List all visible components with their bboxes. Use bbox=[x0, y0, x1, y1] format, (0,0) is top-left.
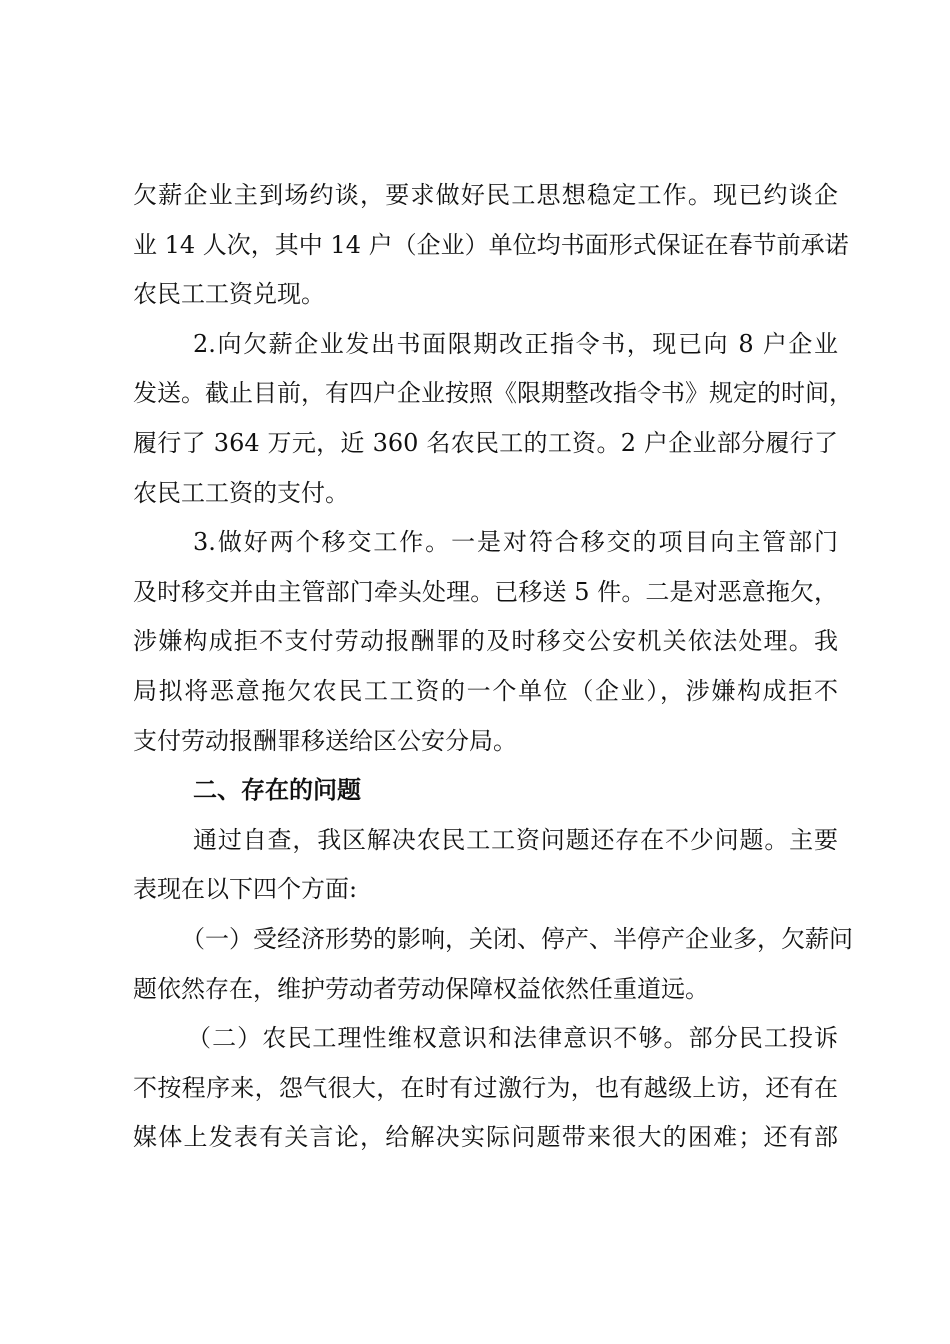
paragraph-problem-one bbox=[133, 915, 853, 1014]
text-line: 题依然存在，维护劳动者劳动保障权益依然任重道远。 bbox=[133, 974, 709, 1003]
section-heading-problems: 二、存在的问题 bbox=[193, 776, 361, 805]
text-line: 及时移交并由主管部门牵头处理。已移送 5 件。二是对恶意拖欠， bbox=[133, 577, 838, 606]
paragraph-two-transfers bbox=[133, 518, 838, 766]
text-line: 业 14 人次，其中 14 户（企业）单位均书面形式保证在春节前承诺 bbox=[133, 230, 849, 259]
text-line: 媒体上发表有关言论，给解决实际问题带来很大的困难；还有部 bbox=[133, 1123, 838, 1152]
text-line: 发送。截止目前，有四户企业按照《限期整改指令书》规定的时间， bbox=[133, 379, 853, 408]
text-line: （二）农民工理性维权意识和法律意识不够。部分民工投诉 bbox=[187, 1024, 838, 1053]
text-line: 支付劳动报酬罪移送给区公安分局。 bbox=[133, 726, 517, 755]
text-line: （一）受经济形势的影响，关闭、停产、半停产企业多，欠薪问 bbox=[181, 924, 853, 953]
text-line: 农民工工资的支付。 bbox=[133, 478, 349, 507]
text-line: 履行了 364 万元，近 360 名农民工的工资。2 户企业部分履行了 bbox=[133, 428, 838, 457]
document-body bbox=[133, 171, 853, 1163]
paragraph-correction-orders bbox=[133, 320, 853, 518]
text-line: 通过自查，我区解决农民工工资问题还存在不少问题。主要 bbox=[193, 825, 838, 854]
paragraph-self-inspection bbox=[133, 816, 838, 915]
text-line: 欠薪企业主到场约谈，要求做好民工思想稳定工作。现已约谈企 bbox=[133, 181, 838, 209]
text-line: 不按程序来，怨气很大，在时有过激行为，也有越级上访，还有在 bbox=[133, 1073, 838, 1102]
text-line: 局拟将恶意拖欠农民工工资的一个单位（企业），涉嫌构成拒不 bbox=[133, 676, 838, 705]
paragraph-interview-employers bbox=[133, 171, 849, 320]
paragraph-problem-two bbox=[133, 1014, 838, 1163]
text-line: 涉嫌构成拒不支付劳动报酬罪的及时移交公安机关依法处理。我 bbox=[133, 627, 838, 656]
text-line: 2.向欠薪企业发出书面限期改正指令书，现已向 8 户企业 bbox=[193, 329, 838, 358]
text-line: 农民工工资兑现。 bbox=[133, 280, 325, 309]
text-line: 表现在以下四个方面: bbox=[133, 875, 358, 904]
text-line: 3.做好两个移交工作。一是对符合移交的项目向主管部门 bbox=[193, 528, 838, 557]
